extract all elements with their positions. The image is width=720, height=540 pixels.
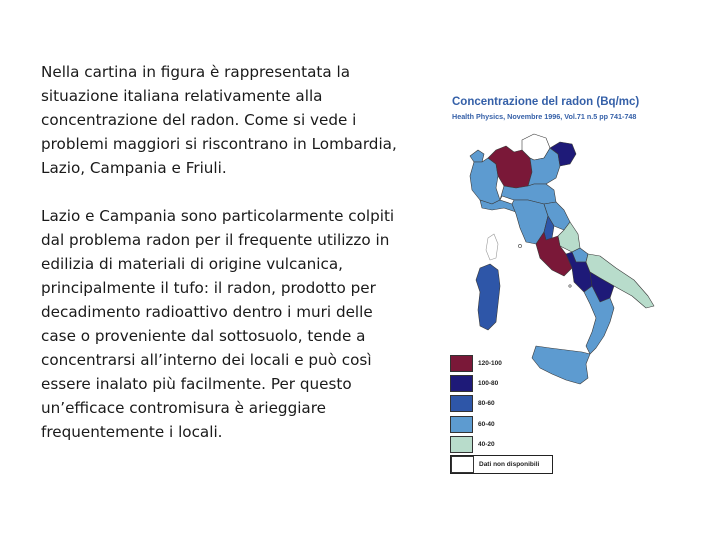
island-ischia: [569, 285, 571, 287]
legend-item: [450, 374, 550, 393]
legend-label: 100-80: [478, 380, 499, 388]
island-elba: [518, 244, 521, 247]
legend-swatch: [450, 355, 473, 372]
legend-label: 40-20: [478, 440, 495, 448]
body-text: [41, 60, 401, 444]
region-sardegna: [476, 264, 500, 330]
corsica-outline: [486, 234, 498, 260]
figure-title: Concentrazione del radon (Bq/mc): [452, 96, 640, 108]
legend-item: [450, 415, 550, 434]
paragraph-1: Nella cartina in figura è rappresentata la situazione italiana relativamente alla concentrazione del radon. Come si vede i problemi maggiori si riscontrano in Lombardia, Lazio, Campania e Friuli.: [41, 63, 397, 177]
legend-swatch: [450, 416, 473, 433]
map-legend: [450, 354, 550, 475]
legend-item: [450, 435, 550, 454]
region-valle-daosta: [470, 150, 484, 162]
legend-swatch: [450, 436, 473, 453]
legend-swatch: [450, 375, 473, 392]
radon-map-figure: [440, 92, 680, 472]
legend-label: 80-60: [478, 400, 495, 408]
legend-item: [450, 455, 553, 474]
legend-label: Dati non disponibili: [479, 460, 540, 468]
legend-item: [450, 394, 550, 413]
legend-item: [450, 354, 550, 373]
figure-source: Health Physics, Novembre 1996, Vol.71 n.5 pp 741-748: [452, 112, 637, 121]
region-piemonte: [470, 158, 500, 204]
paragraph-2: Lazio e Campania sono particolarmente colpiti dal problema radon per il frequente utilizzo in edilizia di materiali di origine vulcanica, principalmente il tufo: il radon, prodotto per decadimento radioattivo dentro i muri delle case o proveniente dal sottosuolo, tende a concentrarsi all’interno dei locali e può così essere inalato più facilmente. Per questo un’efficace contromisura è arieggiare frequentemente i locali.: [41, 207, 395, 441]
legend-label: 120-100: [478, 360, 502, 367]
legend-swatch: [450, 395, 473, 412]
legend-swatch: [451, 456, 474, 473]
legend-label: 60-40: [478, 420, 495, 428]
